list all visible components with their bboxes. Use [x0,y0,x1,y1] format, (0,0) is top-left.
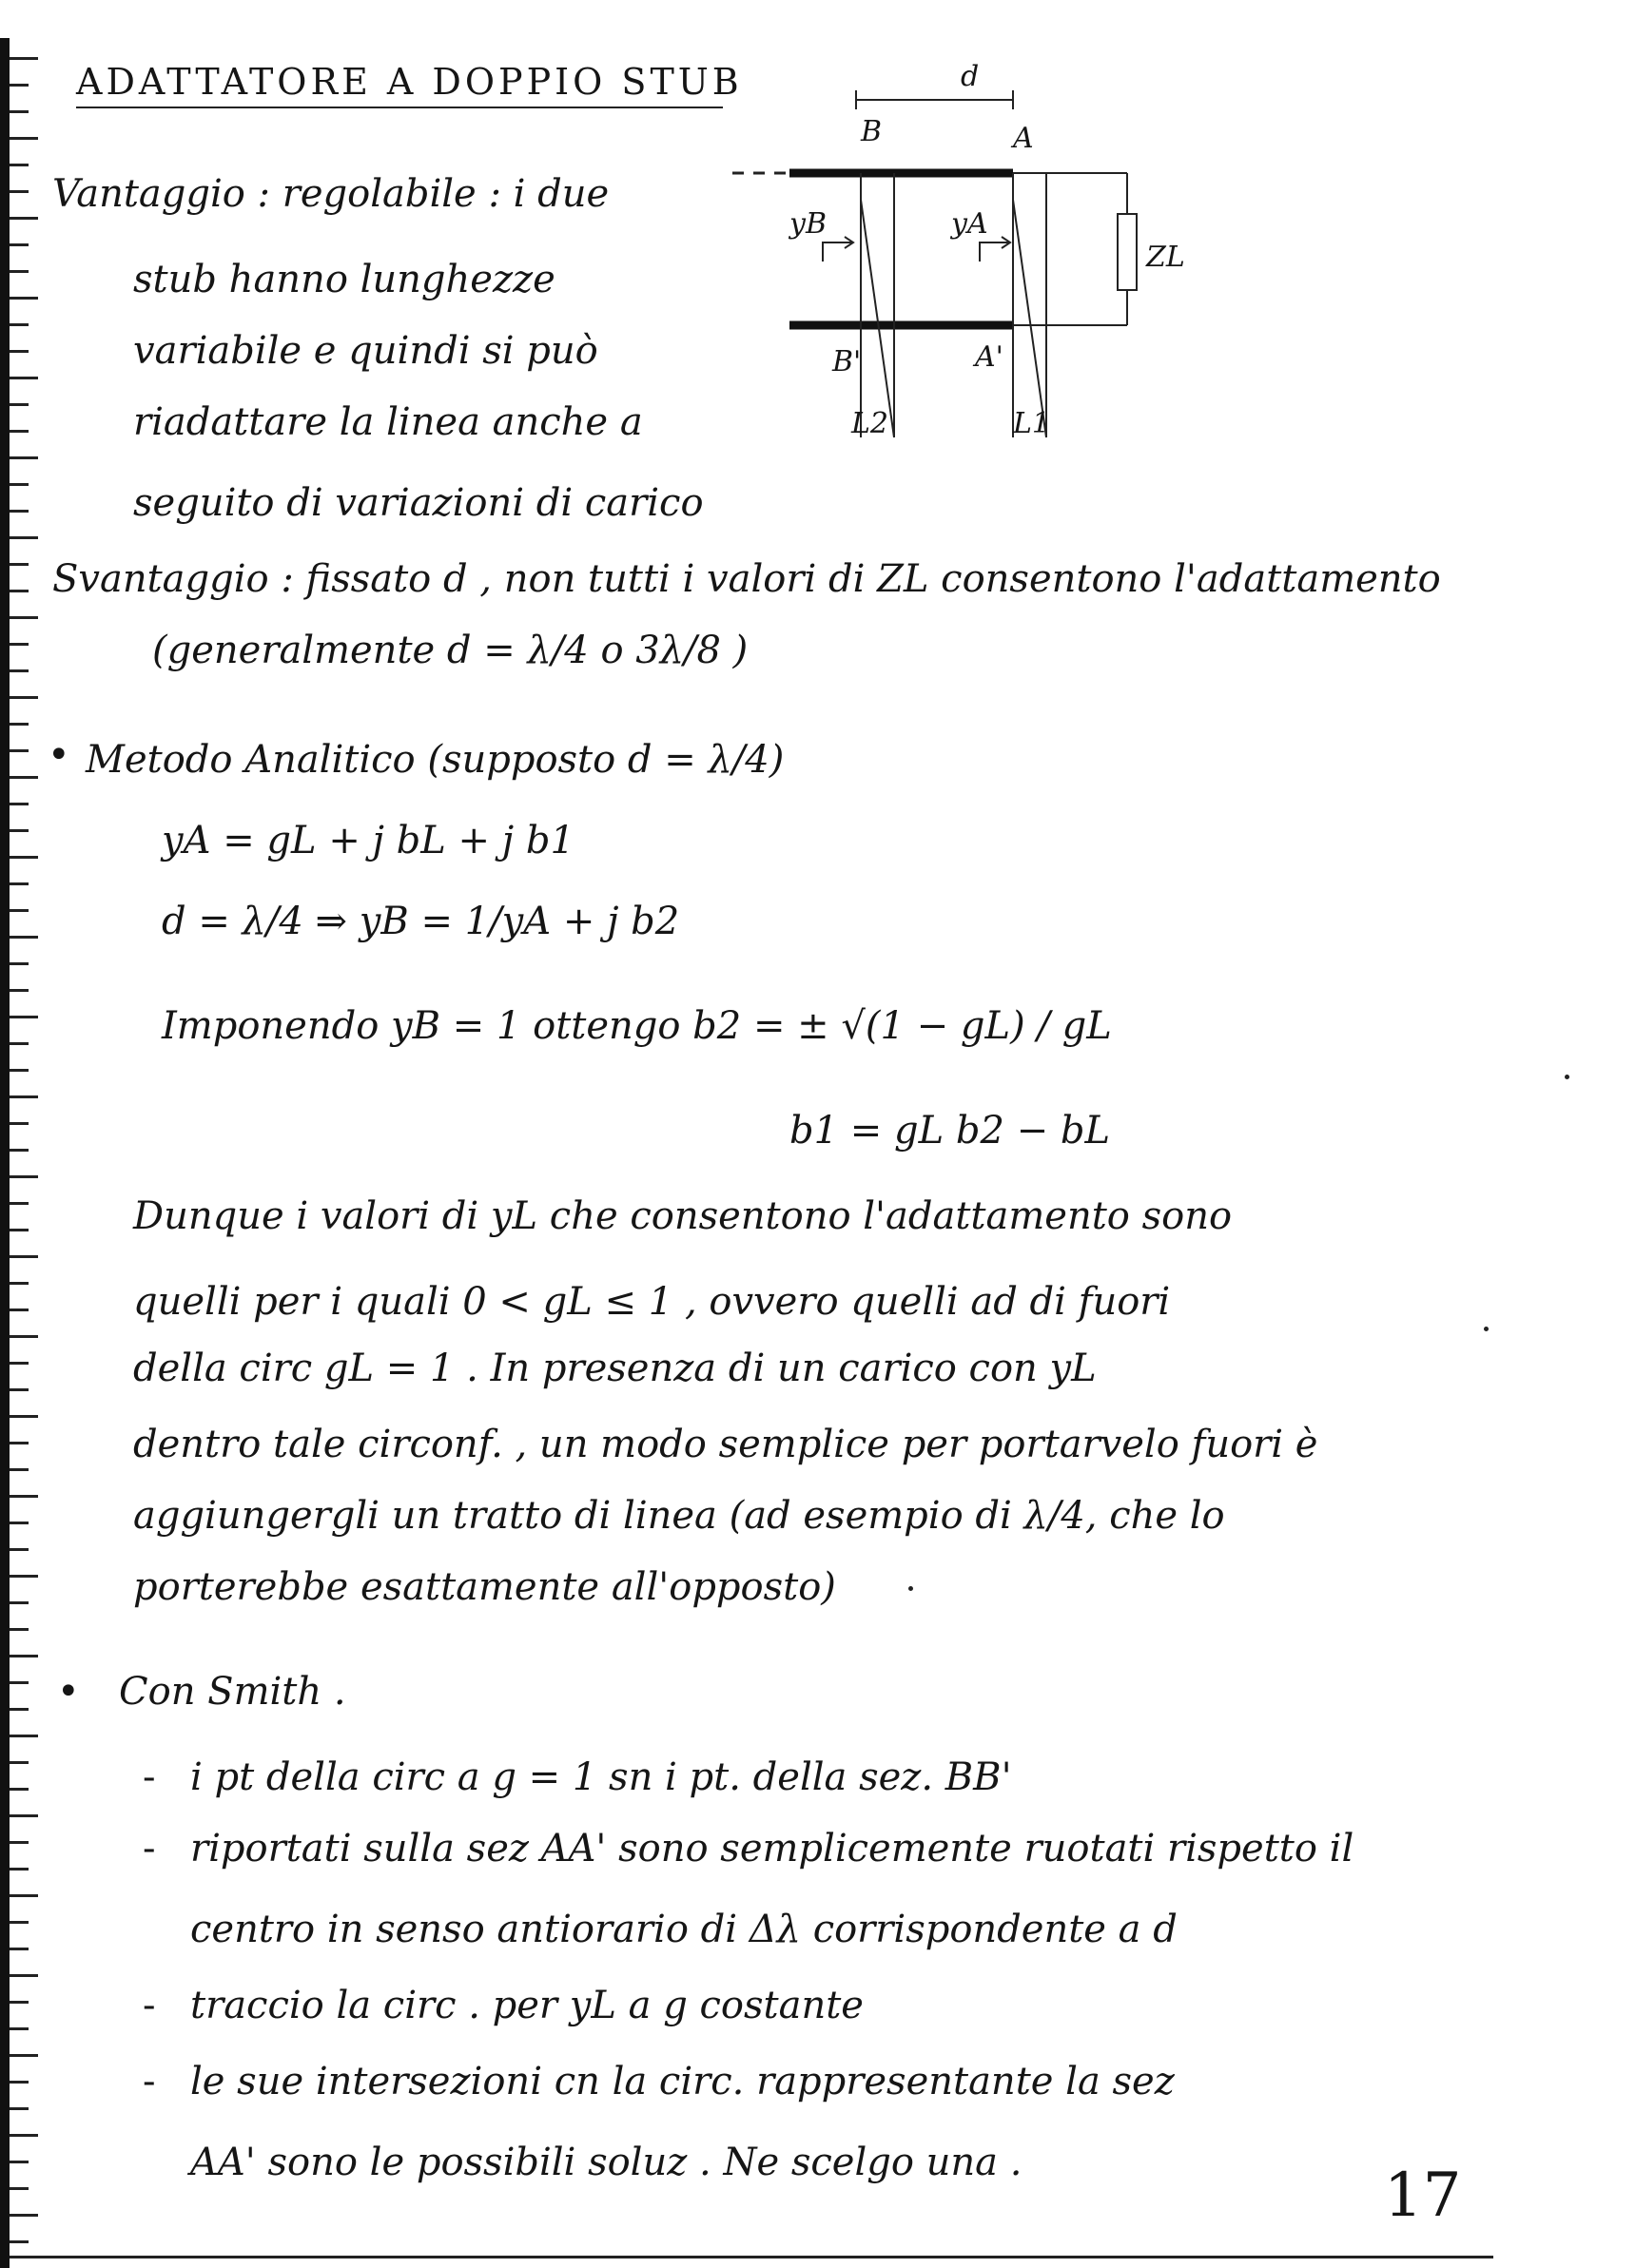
margin-tick [10,1255,38,1258]
margin-tick [10,909,29,912]
label-yB: yB [789,207,827,241]
conclusion-line-1: Dunque i valori di yL che consentono l'adattamento sono [133,1194,1233,1238]
margin-tick [10,270,29,273]
notebook-binding [0,38,10,2268]
margin-tick [10,1495,38,1498]
margin-tick [10,1522,29,1524]
margin-tick [10,510,29,513]
advantage-line-1: Vantaggio : regolabile : i due [52,172,610,216]
conclusion-line-5: aggiungergli un tratto di linea (ad esempio di λ/4, che lo [133,1494,1225,1538]
stray-dot [1484,1327,1489,1331]
label-Bp: B' [832,345,862,378]
label-ZL: ZL [1146,241,1185,274]
advantage-line-3: variabile e quindi si può [133,329,598,373]
disadvantage-line-2: (generalmente d = λ/4 o 3λ/8 ) [152,629,749,672]
margin-tick [10,536,38,539]
margin-tick [10,2134,38,2137]
margin-tick [10,2187,29,2190]
bullet-smith: • [57,1670,80,1714]
label-B: B [861,115,883,148]
margin-tick [10,217,38,220]
margin-tick [10,84,29,87]
margin-tick [10,2240,29,2243]
margin-tick [10,1868,29,1871]
margin-tick [10,2054,38,2057]
margin-tick [10,190,29,193]
smith-step-4b: AA' sono le possibili soluz . Ne scelgo una . [190,2141,1022,2184]
margin-tick [10,2161,29,2163]
label-Ap: A' [975,340,1003,374]
margin-tick [10,936,38,939]
label-L1: L1 [1013,407,1051,440]
page-title: ADATTATORE A DOPPIO STUB [76,61,743,103]
advantage-line-4: riadattare la linea anche a [133,400,643,444]
margin-tick [10,57,38,60]
analytic-heading: Metodo Analitico (supposto d = λ/4) [86,738,785,782]
margin-tick [10,1016,38,1018]
margin-tick [10,377,38,379]
stray-dot [1565,1075,1569,1079]
margin-tick [10,430,29,433]
arrow-yB [823,242,851,262]
equation-b2: Imponendo yB = 1 ottengo b2 = ± √(1 − gL) / gL [162,1004,1112,1048]
equation-yA: yA = gL + j bL + j b1 [162,819,575,863]
margin-tick [10,803,29,805]
smith-step-2b: centro in senso antiorario di Δλ corrispondente a d [190,1908,1178,1951]
margin-tick [10,2214,38,2217]
margin-tick [10,164,29,166]
double-stub-diagram [723,57,1185,494]
margin-tick [10,1335,38,1338]
margin-tick [10,696,38,699]
title-underline [76,107,723,108]
margin-tick [10,962,29,965]
margin-tick [10,749,29,752]
margin-tick [10,2081,29,2084]
margin-tick [10,1308,29,1311]
margin-tick [10,243,29,246]
bullet-analytic: • [48,733,70,777]
margin-tick [10,1149,29,1152]
conclusion-line-4: dentro tale circonf. , un modo semplice per portarvelo fuori è [133,1423,1318,1466]
margin-tick [10,1415,38,1418]
dash-3: - [143,1984,156,2027]
margin-tick [10,2001,29,2004]
arrow-yA [980,242,1008,262]
margin-tick [10,350,29,353]
equation-b1: b1 = gL b2 − bL [789,1109,1111,1153]
margin-tick [10,456,38,459]
margin-tick [10,563,29,566]
advantage-line-2: stub hanno lunghezze [133,258,555,301]
label-yA: yA [951,207,988,241]
margin-tick [10,590,29,592]
margin-tick [10,776,38,779]
margin-tick [10,323,29,326]
margin-tick [10,1894,38,1897]
smith-step-4a: le sue intersezioni cn la circ. rappresentante la sez [190,2060,1175,2103]
margin-tick [10,1948,29,1950]
margin-tick [10,1229,29,1231]
stub-B-short [861,200,894,437]
margin-tick [10,1202,29,1205]
margin-tick [10,989,29,992]
margin-tick [10,1069,29,1072]
stub-A-short [1013,200,1046,437]
conclusion-line-3: della circ gL = 1 . In presenza di un carico con yL [133,1347,1097,1390]
label-L2: L2 [851,407,889,440]
dash-1: - [143,1755,156,1799]
margin-tick [10,1921,29,1924]
disadvantage-line-1: Svantaggio : fissato d , non tutti i valori di ZL consentono l'adattamento [52,557,1441,601]
margin-tick [10,643,29,646]
advantage-line-5: seguito di variazioni di carico [133,481,704,525]
margin-tick [10,137,38,140]
margin-tick [10,1095,38,1098]
margin-tick [10,1042,29,1045]
margin-tick [10,1655,38,1657]
margin-tick [10,110,29,113]
margin-tick [10,1814,38,1817]
conclusion-line-2: quelli per i quali 0 < gL ≤ 1 , ovvero quelli ad di fuori [133,1280,1171,1324]
margin-tick [10,1974,38,1977]
equation-yB: d = λ/4 ⇒ yB = 1/yA + j b2 [162,900,680,943]
margin-tick [10,2107,29,2110]
dash-2: - [143,1827,156,1871]
margin-tick [10,1681,29,1684]
margin-tick [10,1761,29,1764]
margin-tick [10,1735,38,1737]
margin-tick [10,1575,38,1578]
margin-tick [10,1442,29,1444]
margin-tick [10,669,29,672]
margin-tick [10,1175,38,1178]
smith-step-3: traccio la circ . per yL a g costante [190,1984,864,2027]
margin-tick [10,1122,29,1125]
smith-step-1: i pt della circ a g = 1 sn i pt. della sez. BB' [190,1755,1012,1799]
margin-tick [10,1708,29,1711]
margin-tick [10,1841,29,1844]
margin-tick [10,483,29,486]
smith-heading: Con Smith . [119,1670,346,1714]
margin-tick [10,1388,29,1391]
margin-tick [10,1628,29,1631]
margin-tick [10,1282,29,1285]
margin-tick [10,723,29,726]
margin-tick [10,1362,29,1365]
dash-4: - [143,2060,156,2103]
page-number: 17 [1384,2161,1462,2231]
smith-step-2a: riportati sulla sez AA' sono semplicemente ruotati rispetto il [190,1827,1354,1871]
conclusion-line-6: porterebbe esattamente all'opposto) [133,1565,836,1609]
margin-tick [10,1601,29,1604]
margin-tick [10,616,38,619]
margin-tick [10,1468,29,1471]
label-A: A [1013,122,1034,155]
bottom-rule [10,2256,1493,2258]
margin-tick [10,1788,29,1791]
margin-tick [10,1548,29,1551]
stray-dot [908,1586,913,1591]
margin-tick [10,829,29,832]
margin-tick [10,882,29,885]
label-d: d [961,60,980,93]
margin-tick [10,403,29,406]
margin-tick [10,2027,29,2030]
margin-tick [10,856,38,859]
margin-tick [10,297,38,300]
load-impedance [1118,214,1137,290]
